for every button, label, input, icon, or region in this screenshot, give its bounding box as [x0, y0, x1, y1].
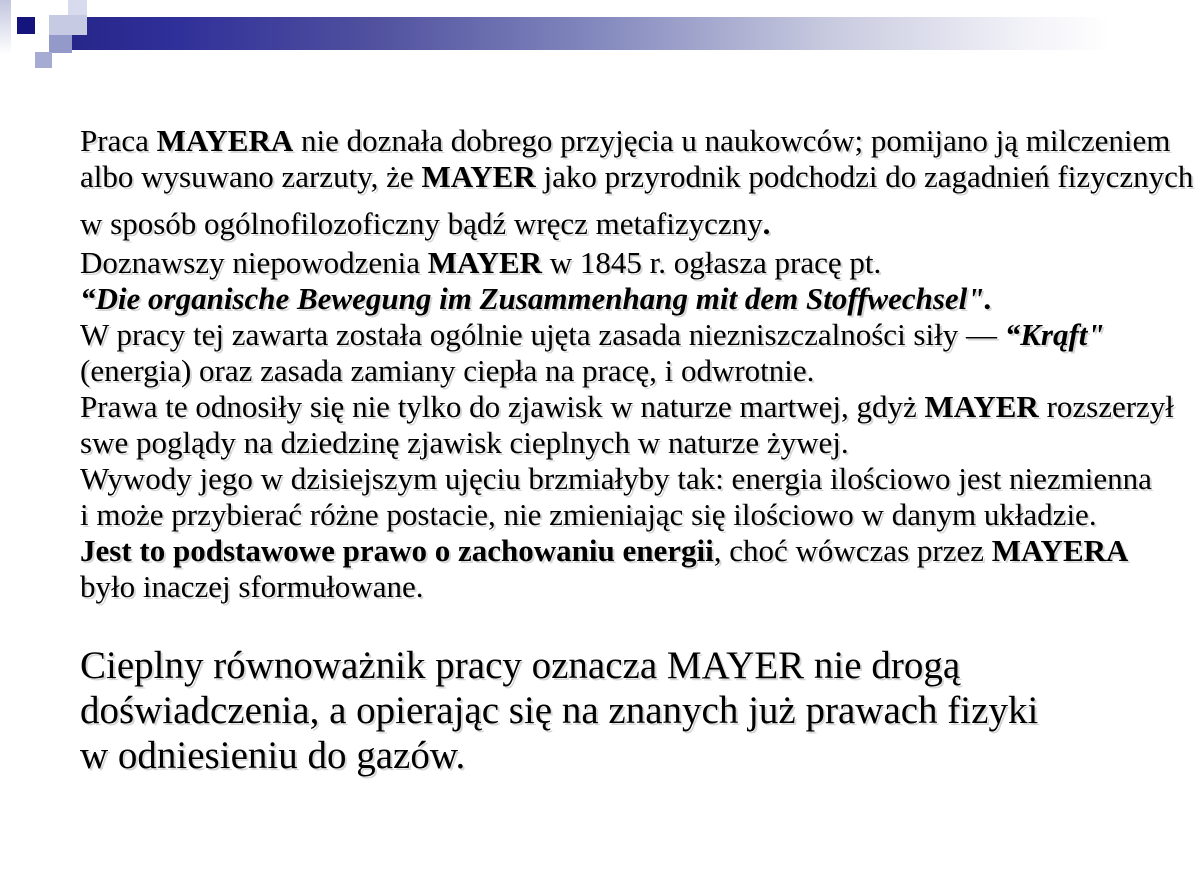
- text-segment: swe poglądy na dziedzinę zjawisk cieplnych w naturze żywej.: [80, 425, 849, 460]
- text-segment: W pracy tej zawarta została ogólnie ujęta zasada niezniszczalności siły —: [80, 317, 1005, 352]
- paragraph-reception: [80, 123, 1194, 242]
- text-segment: w odniesieniu do gazów.: [80, 734, 466, 777]
- text-segment: rozszerzył: [1038, 389, 1174, 424]
- text-segment: MAYERA: [156, 123, 294, 158]
- text-segment: Cieplny równoważnik pracy oznacza MAYER nie drogą: [80, 644, 961, 687]
- text-segment: “Die organische Bewegung im Zusammenhang mit dem Stoffwechsel".: [80, 281, 993, 316]
- text-line: [80, 497, 1190, 533]
- text-line: [80, 643, 1190, 688]
- text-segment: nie doznała dobrego przyjęcia u naukowców; pomijano ją milczeniem: [293, 123, 1171, 158]
- text-segment: .: [762, 206, 771, 241]
- text-line: [80, 159, 1194, 195]
- text-segment: , choć wówczas przez: [713, 533, 992, 568]
- text-segment: (energia) oraz zasada zamiany ciepła na pracę, i odwrotnie.: [80, 353, 815, 388]
- text-segment: doświadczenia, a opierając się na znanych już prawach fizyki: [80, 689, 1039, 732]
- text-segment: MAYER: [924, 389, 1039, 424]
- text-line: [80, 425, 1190, 461]
- text-segment: i może przybierać różne postacie, nie zmieniając się ilościowo w danym układzie.: [80, 497, 1097, 532]
- text-line: [80, 389, 1190, 425]
- text-line-work-title: [80, 281, 1190, 317]
- decor-medium-square: [49, 35, 72, 53]
- text-segment: Wywody jego w dzisiejszym ujęciu brzmiałyby tak: energia ilościowo jest niezmienna: [80, 461, 1152, 496]
- header-gradient-bar: [72, 17, 1155, 50]
- text-segment: w 1845 r. ogłasza pracę pt.: [542, 245, 882, 280]
- text-segment: było inaczej sformułowane.: [80, 569, 424, 604]
- text-segment: Jest to podstawowe prawo o zachowaniu energii: [80, 533, 714, 568]
- text-line: [80, 461, 1190, 497]
- text-segment: Prawa te odnosiły się nie tylko do zjawisk w naturze martwej, gdyż: [80, 389, 925, 424]
- paragraph-heat-equivalent: [80, 643, 1190, 778]
- text-line: [80, 688, 1190, 733]
- text-segment: jako przyrodnik podchodzi do zagadnień fizycznych: [535, 159, 1194, 194]
- text-segment: w sposób ogólnofilozoficzny bądź wręcz metafizyczny: [80, 206, 763, 241]
- text-segment: MAYERA: [991, 533, 1129, 568]
- text-line: [80, 245, 1190, 281]
- slide-body-text: [80, 123, 1194, 778]
- text-segment: “Krąft": [1004, 317, 1105, 352]
- decor-dark-square: [17, 17, 35, 34]
- text-segment: Doznawszy niepowodzenia: [80, 245, 428, 280]
- decor-small-square: [35, 52, 52, 68]
- text-segment: MAYER: [427, 245, 543, 280]
- text-line: [80, 123, 1190, 159]
- paragraph-1845-work: [80, 245, 1190, 605]
- text-segment: MAYER: [421, 159, 536, 194]
- decor-top-column: [68, 0, 87, 15]
- text-segment: Praca: [80, 123, 157, 158]
- left-gradient-strip: [0, 0, 11, 57]
- text-segment: albo wysuwano zarzuty, że: [80, 159, 422, 194]
- text-line: [80, 206, 1190, 242]
- text-line: [80, 317, 1190, 353]
- decor-light-square: [49, 15, 87, 35]
- text-line: [80, 733, 1190, 778]
- text-line: [80, 353, 1190, 389]
- text-line: [80, 569, 1190, 605]
- text-line: [80, 533, 1190, 569]
